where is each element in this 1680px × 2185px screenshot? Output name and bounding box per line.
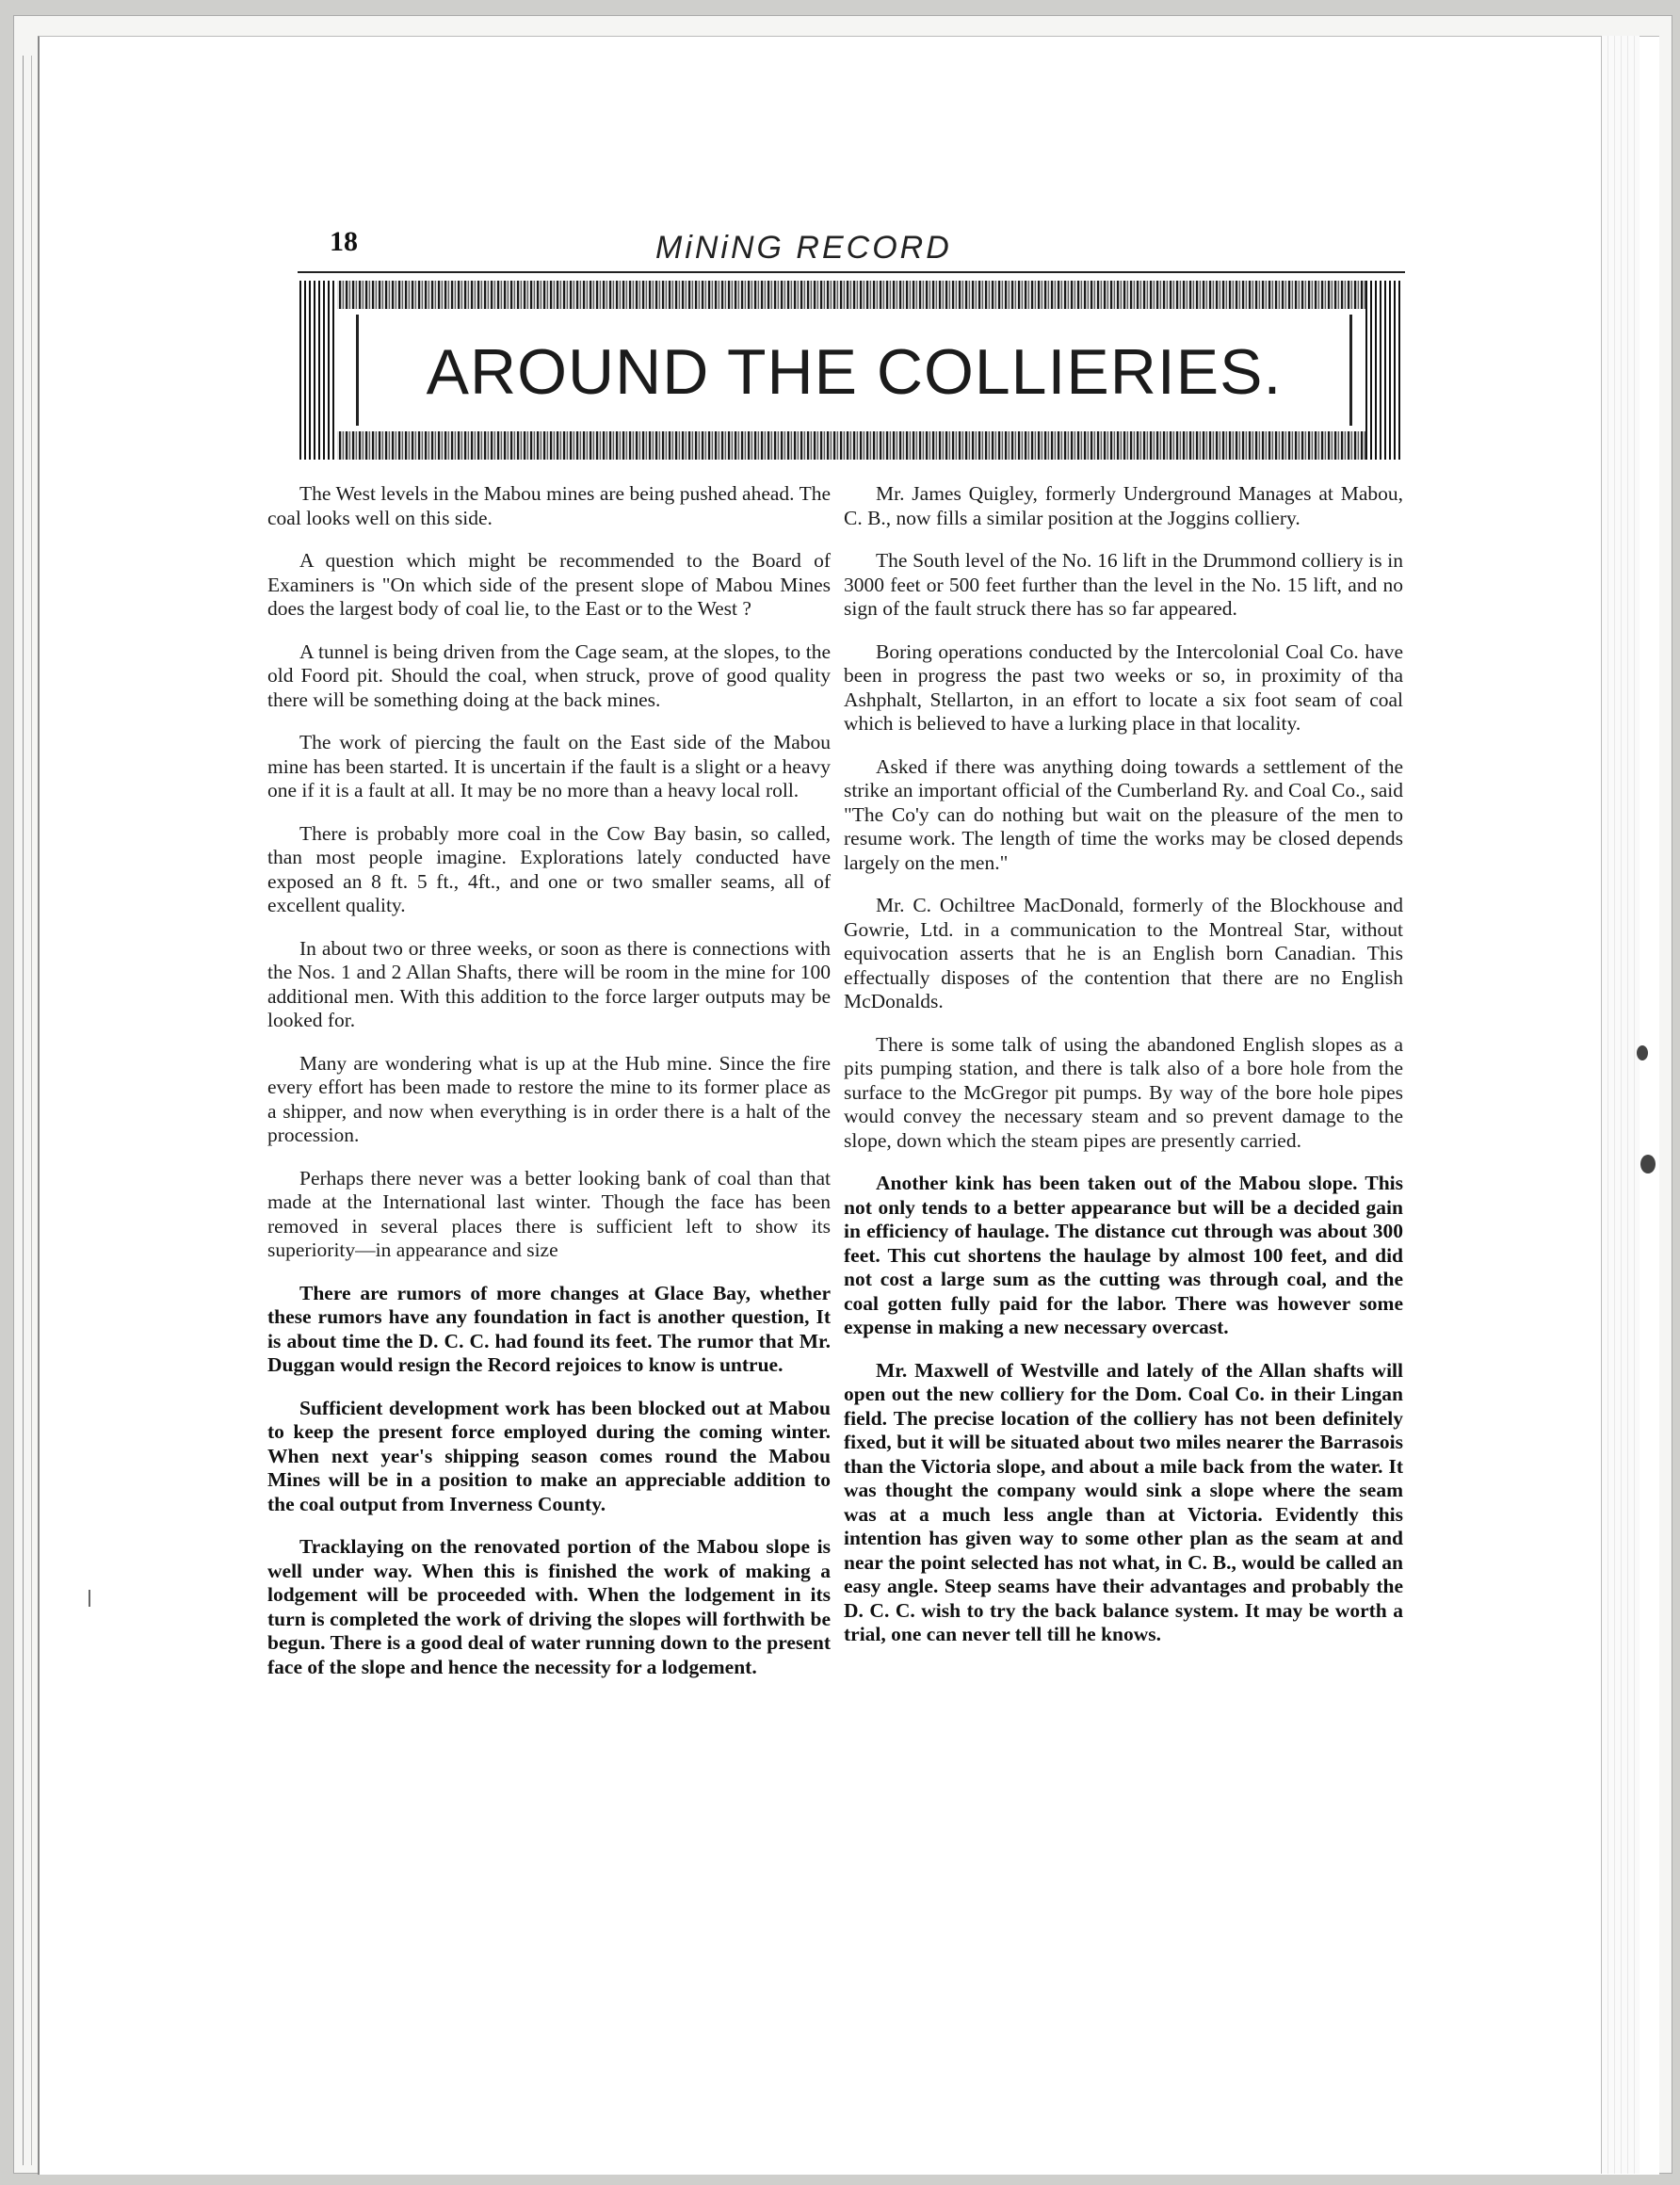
paragraph: The work of piercing the fault on the East side of the Mabou mine has been started. It is uncertain if the fault is a slight or a heavy one if it is a fault at all. It may be no more than a heavy local roll.: [267, 731, 831, 801]
page-number: 18: [330, 226, 358, 257]
paragraph: The West levels in the Mabou mines are being pushed ahead. The coal looks well on this side.: [267, 482, 831, 529]
section-title: AROUND THE COLLIERIES.: [426, 336, 1283, 408]
paragraph: The South level of the No. 16 lift in the Drummond colliery is in 3000 feet or 500 feet further than the level in the No. 15 lift, and no sign of the fault struck there has so far appeared.: [844, 549, 1403, 620]
left-column: [267, 482, 831, 1698]
running-head: [298, 224, 1405, 273]
paragraph: Boring operations conducted by the Intercolonial Coal Co. have been in progress the past two weeks or so, in proximity of tha Ashphalt, Stellarton, in an effort to locate a six foot seam of coal which is believed to have a lurking place in that locality.: [844, 639, 1403, 735]
paragraph: There is some talk of using the abandoned English slopes as a pits pumping station, and there is talk also of a bore hole from the surface to the McGregor pit pumps. By way of the bore hole pipes would convey the necessary steam and so prevent damage to the slope, down which the steam pipes are presently carried.: [844, 1032, 1403, 1152]
paragraph: There is probably more coal in the Cow Bay basin, so called, than most people imagine. Explorations lately conducted have exposed an 8 ft. 5 ft., 4ft., and one or two smaller seams, all of excellent quality.: [267, 821, 831, 916]
right-column: [844, 482, 1403, 1666]
page-edge-right: [1601, 36, 1640, 2174]
margin-mark: [89, 1590, 90, 1607]
ink-speck: [1637, 1045, 1648, 1060]
paragraph: A question which might be recommended to the Board of Examiners is "On which side of the present slope of Mabou Mines does the largest body of coal lie, to the East or to the West ?: [267, 549, 831, 620]
paragraph: There are rumors of more changes at Glace Bay, whether these rumors have any foundation in fact is another question, It is about time the D. C. C. had found its feet. The rumor that Mr. Duggan would resign the Record rejoices to know is untrue.: [267, 1281, 831, 1376]
paragraph: Many are wondering what is up at the Hub mine. Since the fire every effort has been made to restore the mine to its former place as a shipper, and now when everything is in order there is a halt of the procession.: [267, 1051, 831, 1146]
section-banner: [299, 281, 1403, 460]
banner-ornament-right: [1365, 281, 1403, 460]
paragraph: Mr. Maxwell of Westville and lately of the Allan shafts will open out the new colliery for the Dom. Coal Co. in their Lingan field. The precise location of the colliery has not been definitely fixed, but it will be situated about two miles nearer the Barrasois than the Victoria slope, and about a mile back from the water. It was thought the company would sink a slope where the seam was at a much less angle than at Victoria. Evidently this intention has given way to some other plan as the seam at and near the point selected has not what, in C. B., would be called an easy angle. Steep seams have their advantages and probably the D. C. C. wish to try the back balance system. It may be worth a trial, one can never tell till he knows.: [844, 1358, 1403, 1645]
paragraph: A tunnel is being driven from the Cage seam, at the slopes, to the old Foord pit. Should the coal, when struck, prove of good quality there will be something doing at the back mines.: [267, 639, 831, 711]
paragraph: Mr. C. Ochiltree MacDonald, formerly of the Blockhouse and Gowrie, Ltd. in a communication to the Montreal Star, without equivocation asserts that he is an English born Canadian. This effectually disposes of the contention that there are no English McDonalds.: [844, 894, 1403, 1012]
banner-ornament-left: [299, 281, 337, 460]
paragraph: Tracklaying on the renovated portion of the Mabou slope is well under way. When this is finished the work of making a lodgement will be proceeded with. When the lodgement in its turn is completed the work of driving the slopes will forthwith be begun. There is a good deal of water running down to the present face of the slope and hence the necessity for a lodgement.: [267, 1535, 831, 1678]
banner-ornament-bottom: [299, 431, 1403, 460]
paragraph: Sufficient development work has been blocked out at Mabou to keep the present force employed during the coming winter. When next year's shipping season comes round the Mabou Mines will be in a position to make an appreciable addition to the coal output from Inverness County.: [267, 1396, 831, 1515]
ink-speck: [1640, 1155, 1656, 1173]
paragraph: Asked if there was anything doing towards a settlement of the strike an important official of the Cumberland Ry. and Coal Co., said "The Co'y can do nothing but wait on the pleasure of the men to resume work. The length of time the works may be closed depends largely on the men.": [844, 754, 1403, 874]
paragraph: In about two or three weeks, or soon as there is connections with the Nos. 1 and 2 Allan Shafts, there will be room in the mine for 100 additional men. With this addition to the force larger outputs may be looked for.: [267, 936, 831, 1031]
paragraph: Perhaps there never was a better looking bank of coal than that made at the International last winter. Though the face has been removed in several places there is sufficient left to show its superiority—in appearance and size: [267, 1166, 831, 1261]
journal-title: MiNiNG RECORD: [655, 230, 952, 266]
banner-ornament-top: [299, 281, 1403, 309]
paragraph: Mr. James Quigley, formerly Underground Manages at Mabou, C. B., now fills a similar position at the Joggins colliery.: [844, 482, 1403, 529]
paragraph: Another kink has been taken out of the Mabou slope. This not only tends to a better appearance but will be a decided gain in efficiency of haulage. The distance cut through was about 300 feet. This cut shortens the haulage by almost 100 feet, and did not cost a large sum as the cutting was through coal, and the coal gotten fully paid for the labor. There was however some expense in making a new necessary overcast.: [844, 1172, 1403, 1338]
banner-panel: [356, 315, 1352, 426]
